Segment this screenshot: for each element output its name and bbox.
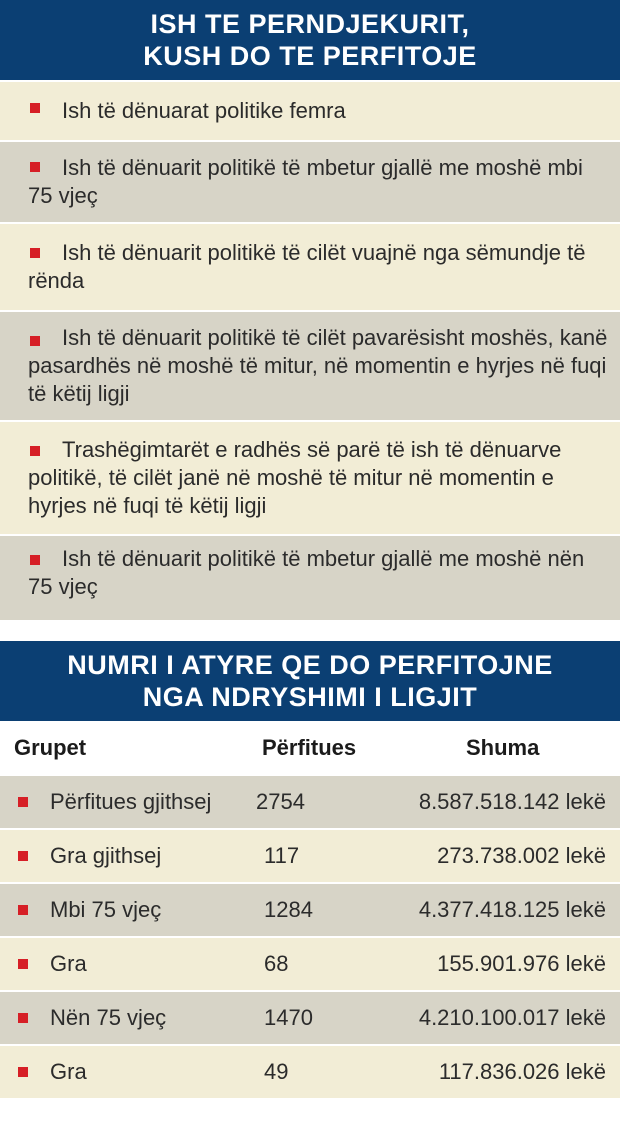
- cell-group: Nën 75 vjeç: [50, 1005, 167, 1030]
- table-row: [0, 774, 620, 828]
- column-header-groups: Grupet: [14, 734, 87, 760]
- cell-group: Gra gjithsej: [50, 843, 162, 868]
- red-square-bullet-icon: [18, 851, 28, 861]
- cell-count: 1284: [264, 897, 313, 922]
- header-line-1: ISH TE PERNDJEKURIT,: [150, 9, 470, 39]
- list-item-text: Ish të dënuarit politikë të mbetur gjallë me moshë mbi 75 vjeç: [28, 155, 583, 208]
- cell-count: 68: [264, 951, 289, 976]
- cell-group: Gra: [50, 1059, 87, 1084]
- column-header-amount: Shuma: [466, 734, 540, 760]
- cell-amount: 155.901.976 lekë: [437, 951, 606, 976]
- table-row: [0, 828, 620, 882]
- cell-group: Përfitues gjithsej: [50, 789, 212, 814]
- header-line-2: KUSH DO TE PERFITOJE: [143, 41, 477, 71]
- cell-count: 49: [264, 1059, 289, 1084]
- list-item: [0, 310, 620, 420]
- column-header-beneficiaries: Përfitues: [262, 734, 357, 760]
- table-row: [0, 882, 620, 936]
- cell-count: 2754: [256, 789, 305, 814]
- beneficiaries-header: [0, 0, 620, 80]
- red-square-bullet-icon: [30, 103, 40, 113]
- red-square-bullet-icon: [30, 555, 40, 565]
- cell-amount: 117.836.026 lekë: [438, 1059, 606, 1084]
- table-row: [0, 1044, 620, 1098]
- red-square-bullet-icon: [18, 1067, 28, 1077]
- stats-header: [0, 641, 620, 721]
- list-item-text: Ish të dënuarat politike femra: [62, 98, 346, 123]
- list-item: [0, 140, 620, 222]
- red-square-bullet-icon: [18, 797, 28, 807]
- list-item: [0, 420, 620, 534]
- table-row: [0, 936, 620, 990]
- header-line-2: NGA NDRYSHIMI I LIGJIT: [142, 682, 478, 712]
- cell-amount: 273.738.002 lekë: [437, 843, 606, 868]
- cell-count: 117: [264, 843, 300, 868]
- cell-amount: 4.377.418.125 lekë: [418, 897, 606, 922]
- red-square-bullet-icon: [30, 446, 40, 456]
- section-divider: [0, 610, 620, 641]
- red-square-bullet-icon: [18, 959, 28, 969]
- list-item: [0, 534, 620, 610]
- red-square-bullet-icon: [18, 905, 28, 915]
- header-line-1: NUMRI I ATYRE QE DO PERFITOJNE: [67, 650, 553, 680]
- list-item-text: Ish të dënuarit politikë të mbetur gjallë me moshë nën 75 vjeç: [28, 546, 585, 599]
- red-square-bullet-icon: [30, 162, 40, 172]
- red-square-bullet-icon: [30, 336, 40, 346]
- cell-group: Mbi 75 vjeç: [50, 897, 162, 922]
- cell-amount: 8.587.518.142 lekë: [418, 789, 606, 814]
- list-item-text: Ish të dënuarit politikë të cilët pavarësisht moshës, kanë pasardhës në moshë të mitur, në momentin e hyrjes në fuqi të këtij ligji: [28, 325, 608, 406]
- table-header: [0, 721, 620, 774]
- list-item-text: Trashëgimtarët e radhës së parë të ish të dënuarve politikë, të cilët janë në moshë të mitur në momentin e hyrjes në fuqi të këtij ligji: [28, 437, 562, 518]
- table-row: [0, 990, 620, 1044]
- red-square-bullet-icon: [30, 248, 40, 258]
- cell-count: 1470: [264, 1005, 313, 1030]
- list-item: [0, 80, 620, 140]
- cell-group: Gra: [50, 951, 87, 976]
- cell-amount: 4.210.100.017 lekë: [418, 1005, 606, 1030]
- red-square-bullet-icon: [18, 1013, 28, 1023]
- list-item: [0, 222, 620, 310]
- list-item-text: Ish të dënuarit politikë të cilët vuajnë nga sëmundje të rënda: [28, 240, 586, 293]
